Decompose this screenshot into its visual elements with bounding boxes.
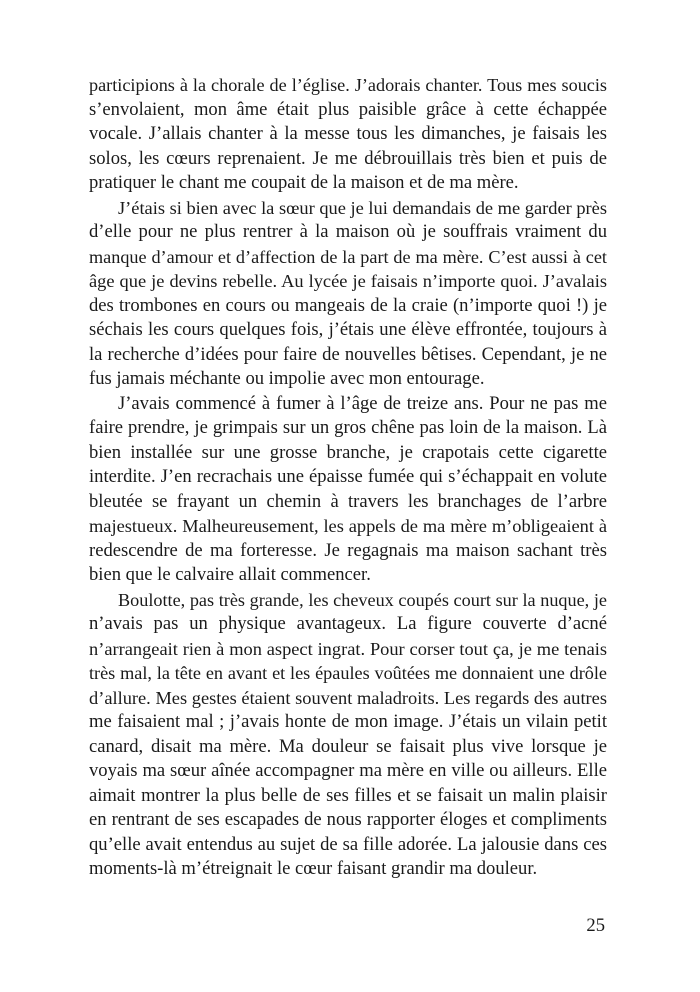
text-line: manque d’amour et d’affection de la part de ma mère. C’est aussi à cet [89,246,607,267]
text-line: J’avais commencé à fumer à l’âge de treize ans. Pour ne pas me [118,392,607,414]
page-number: 25 [586,915,605,936]
text-line: bleutée se frayant un chemin à travers les branchages de l’arbre [89,490,607,512]
text-line: séchais les cours quelques fois, j’étais une élève effrontée, toujours à [89,319,607,340]
text-line: canard, disait ma mère. Ma douleur se faisait plus vive lorsque je [89,735,607,757]
text-line: d’allure. Mes gestes étaient souvent maladroits. Les regards des autres [89,687,607,708]
text-line: qu’elle avait entendus au sujet de sa fille adorée. La jalousie dans ces [89,833,607,855]
text-line: aimait montrer la plus belle de ses filles et se faisait un malin plaisir [89,784,607,806]
text-line: âge que je devins rebelle. Au lycée je faisais n’importe quoi. J’avalais [89,271,607,291]
text-line: participions à la chorale de l’église. J’adorais chanter. Tous mes soucis [89,75,607,95]
text-line: la recherche d’idées pour faire de nouvelles bêtises. Cependant, je ne [89,343,607,365]
text-line: voyais ma sœur aînée accompagner ma mère en ville ou ailleurs. Elle [89,760,607,781]
text-line: d’elle pour ne plus rentrer à la maison où je souffrais vraiment du [89,221,607,242]
text-line: bien que le calvaire allait commencer. [89,564,371,585]
text-line: me faisaient mal ; j’avais honte de mon image. J’étais un vilain petit [89,711,607,732]
text-line: vocale. J’allais chanter à la messe tous les dimanches, je faisais les [89,123,607,144]
text-line: majestueux. Malheureusement, les appels de ma mère m’obligeaient à [89,516,607,536]
text-line: des trombones en cours ou mangeais de la craie (n’importe quoi !) je [89,294,607,316]
text-line: moments-là m’étreignait le cœur faisant grandir ma douleur. [89,858,538,879]
text-line: fus jamais méchante ou impolie avec mon entourage. [89,368,485,389]
paragraph [89,588,607,882]
text-line: n’avais pas un physique avantageux. La figure couverte d’acné [89,613,607,634]
text-line: très mal, la tête en avant et les épaules voûtées me donnaient une drôle [89,663,607,683]
text-line: interdite. J’en recrachais une épaisse fumée qui s’échappait en volute [89,466,607,487]
text-line: s’envolaient, mon âme était plus paisible grâce à cette échappée [89,98,607,120]
text-line: faire prendre, je grimpais sur un gros chêne pas loin de la maison. Là [89,417,607,438]
paragraph [89,196,607,392]
text-line: bien installée sur une grosse branche, je crapotais cette cigarette [89,441,607,463]
text-line: en rentrant de ses escapades de nous rapporter éloges et compliments [89,809,607,830]
text-line: Boulotte, pas très grande, les cheveux coupés court sur la nuque, je [118,589,607,610]
paragraph [89,73,607,196]
text-flow [89,73,607,882]
text-line: pratiquer le chant me coupait de la maison et de ma mère. [89,172,519,193]
text-line: n’arrangeait rien à mon aspect ingrat. Pour corser tout ça, je me tenais [89,638,607,659]
text-line: J’étais si bien avec la sœur que je lui demandais de me garder près [118,197,607,218]
paragraph [89,392,607,588]
page-body [89,73,607,882]
text-line: solos, les cœurs reprenaient. Je me débrouillais très bien et puis de [89,147,607,169]
text-line: redescendre de ma forteresse. Je regagnais ma maison sachant très [89,539,607,561]
